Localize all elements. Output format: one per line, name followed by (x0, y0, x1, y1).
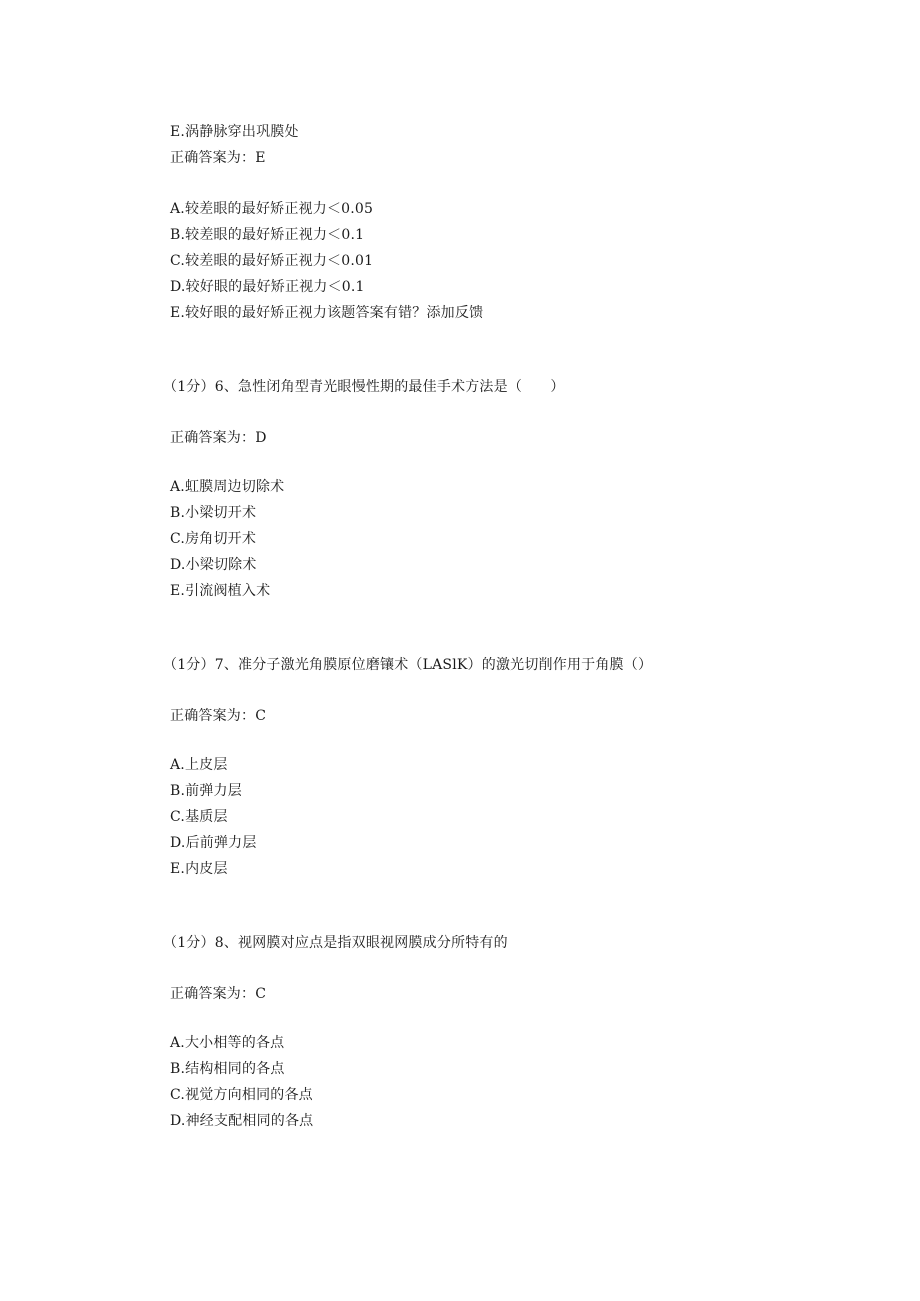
q5-option-b: B.较差眼的最好矫正视力＜0.1 (170, 227, 365, 243)
q8-option-b: B.结构相同的各点 (170, 1061, 285, 1077)
q7-question: （1分）7、准分子激光角膜原位磨镶术（LASlK）的激光切削作用于角膜（） (163, 657, 653, 673)
q8-question: （1分）8、视网膜对应点是指双眼视网膜成分所特有的 (163, 935, 508, 951)
q6-option-a: A.虹膜周边切除术 (170, 479, 285, 495)
q5-option-a: A.较差眼的最好矫正视力＜0.05 (170, 201, 374, 217)
option-e-prev: E.涡静脉穿出巩膜处 (170, 124, 299, 140)
q6-option-c: C.房角切开术 (170, 531, 257, 547)
q8-option-d: D.神经支配相同的各点 (170, 1113, 314, 1129)
q8-option-a: A.大小相等的各点 (170, 1035, 285, 1051)
q7-option-d: D.后前弹力层 (170, 835, 257, 851)
q5-option-e: E.较好眼的最好矫正视力该题答案有错？添加反馈 (170, 305, 484, 321)
q7-option-b: B.前弹力层 (170, 783, 242, 799)
q6-correct-answer: 正确答案为：D (170, 430, 267, 446)
correct-answer-prev: 正确答案为：E (170, 150, 266, 166)
q7-correct-answer: 正确答案为：C (170, 708, 267, 724)
q7-option-a: A.上皮层 (170, 757, 228, 773)
q7-option-e: E.内皮层 (170, 861, 228, 877)
q5-option-c: C.较差眼的最好矫正视力＜0.01 (170, 253, 374, 269)
q6-option-b: B.小梁切开术 (170, 505, 257, 521)
q6-option-d: D.小梁切除术 (170, 557, 257, 573)
q6-option-e: E.引流阀植入术 (170, 583, 271, 599)
q7-option-c: C.基质层 (170, 809, 228, 825)
q5-option-d: D.较好眼的最好矫正视力＜0.1 (170, 279, 365, 295)
q8-option-c: C.视觉方向相同的各点 (170, 1087, 313, 1103)
q8-correct-answer: 正确答案为：C (170, 986, 267, 1002)
q6-question: （1分）6、急性闭角型青光眼慢性期的最佳手术方法是（ ） (163, 379, 565, 395)
